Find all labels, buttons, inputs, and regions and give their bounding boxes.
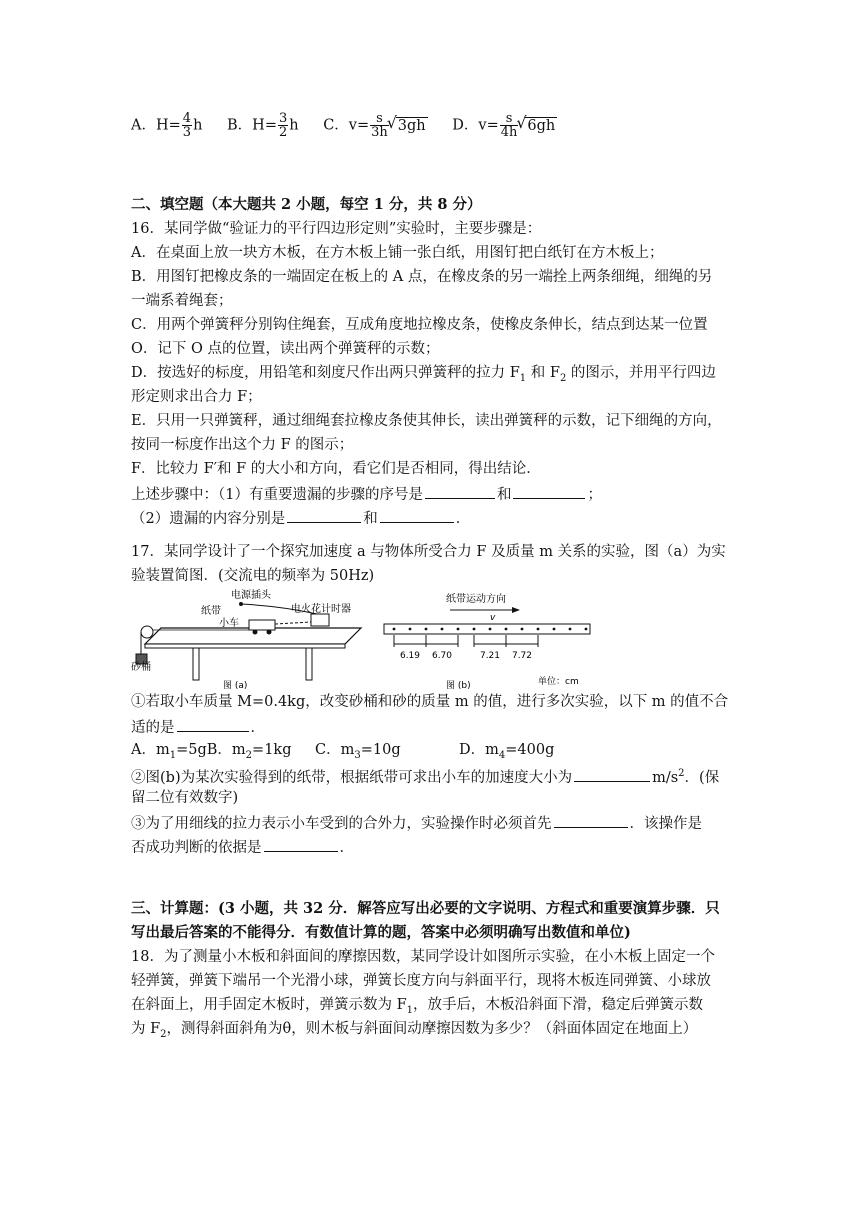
q16-step-c: C．用两个弹簧秤分别钩住绳套，互成角度地拉橡皮条，使橡皮条伸长，结点到达某一位置 — [131, 317, 708, 333]
q17-stem: 17．某同学设计了一个探究加速度 a 与物体所受合力 F 及质量 m 关系的实验，图（a）为实 — [131, 544, 726, 560]
q17-option-d: D．$m_4=400g$ — [459, 742, 555, 761]
q18-stem-3: 在斜面上，用手固定木板时，弹簧示数为 $F_1$，放手后，木板沿斜面下滑，稳定后弹簧示数 — [131, 997, 704, 1016]
label-timer: 电火花计时器 — [291, 604, 351, 615]
label-cart: 小车 — [219, 618, 239, 629]
power-plug — [239, 602, 243, 606]
label-tape: 纸带 — [201, 606, 221, 617]
tape-dot — [393, 628, 396, 631]
q16-stem: 16．某同学做“验证力的平行四边形定则”实验时，主要步骤是： — [131, 221, 542, 237]
q16-step-d-cont: 形定则求出合力 F； — [131, 389, 262, 405]
q17-option-c: C．$m_3=10g$ — [315, 742, 401, 761]
paper-tape — [275, 622, 311, 624]
segment-length-label: 7.21 — [479, 651, 501, 661]
cart — [249, 620, 275, 630]
q17-option-ab: A．$m_1=5gB$．$m_2=1kg$ — [131, 742, 292, 761]
q15-options — [131, 112, 731, 139]
tape-dot — [489, 628, 492, 631]
tape-dot — [425, 628, 428, 631]
direction-arrowhead — [512, 607, 520, 613]
q16-step-e: E．只用一只弹簧秤，通过细绳套拉橡皮条使其伸长，读出弹簧秤的示数，记下细绳的方向， — [131, 413, 722, 429]
tape-dot — [537, 628, 540, 631]
cart-wheel — [253, 630, 258, 635]
label-bucket: 砂桶 — [131, 662, 151, 673]
table-leg — [306, 648, 312, 680]
q17-stem-cont: 验装置简图．(交流电的频率为 50Hz) — [131, 568, 375, 584]
table-leg — [193, 648, 199, 680]
unit-label: 单位：cm — [538, 677, 579, 687]
q17-options — [131, 740, 731, 766]
q16-question-2: （2）遗漏的内容分别是 和 ． — [131, 507, 731, 529]
figure-a — [131, 588, 371, 690]
q17-p1: ①若取小车质量 M=0.4kg，改变砂桶和砂的质量 m 的值，进行多次实验，以下 m 的值不合 — [131, 694, 729, 710]
q15-option-c: C．v= $\frac{s}{3h}$ √ 3gh — [323, 112, 427, 139]
q17-p1-cont: 适的是 ． — [131, 716, 731, 738]
q17-p3: ③为了用细线的拉力表示小车受到的合外力，实验操作时必须首先 ．该操作是 — [131, 812, 731, 834]
q16-step-c-cont: O．记下 O 点的位置，读出两个弹簧秤的示数； — [131, 341, 440, 357]
q16-question-1: 上述步骤中：（1）有重要遗漏的步骤的序号是 和 ； — [131, 483, 731, 505]
q17-p3-cont: 否成功判断的依据是 ． — [131, 836, 731, 858]
segment-length-label: 6.19 — [399, 651, 421, 661]
q18-stem-4: 为 $F_2$，测得斜面斜角为θ，则木板与斜面间动摩擦因数为多少？（斜面体固定在地面上） — [131, 1021, 698, 1040]
label-plug: 电源插头 — [231, 590, 271, 601]
tape-dot — [473, 628, 476, 631]
answer-blank[interactable] — [574, 766, 650, 782]
answer-blank[interactable] — [264, 836, 338, 852]
q16-step-d: D．按选好的标度，用铅笔和刻度尺作出两只弹簧秤的拉力 $F_1$ 和 $F_2$ 的图示，并用平行四边 — [131, 365, 716, 384]
answer-blank[interactable] — [177, 716, 249, 732]
paper-tape — [384, 624, 590, 634]
answer-blank[interactable] — [380, 507, 454, 523]
answer-blank[interactable] — [287, 507, 361, 523]
label-v: v — [490, 613, 496, 623]
figure-b — [380, 588, 595, 690]
section3-title: 三、计算题：(3 小题，共 32 分．解答应写出必要的文字说明、方程式和重要演算步骤．只 — [131, 900, 720, 917]
segment-length-label: 6.70 — [431, 651, 453, 661]
q15-option-b: B．H= $\frac{3}{2}$ h — [227, 111, 299, 140]
section3-title-cont: 写出最后答案的不能得分．有数值计算的题，答案中必须明确写出数值和单位) — [131, 924, 631, 941]
caption-fig-b: 图 (b) — [446, 681, 471, 690]
tape-dot — [521, 628, 524, 631]
pulley — [141, 626, 153, 638]
answer-blank[interactable] — [513, 483, 585, 499]
tape-dot — [409, 628, 412, 631]
tape-dot — [441, 628, 444, 631]
q16-step-e-cont: 按同一标度作出这个力 F 的图示； — [131, 437, 354, 453]
q18-stem-2: 轻弹簧，弹簧下端吊一个光滑小球，弹簧长度方向与斜面平行，现将木板连同弹簧、小球放 — [131, 973, 711, 989]
q15-option-a: A．H= $\frac{4}{3}$ h — [131, 111, 203, 140]
q17-p2-cont: 留二位有效数字) — [131, 790, 239, 806]
tape-dot — [569, 628, 572, 631]
cart-wheel — [267, 630, 272, 635]
tape-dot — [505, 628, 508, 631]
tape-dot — [553, 628, 556, 631]
tape-marks — [394, 635, 538, 661]
q16-step-f: F．比较力 F′和 F 的大小和方向，看它们是否相同，得出结论． — [131, 461, 541, 477]
caption-fig-a: 图 (a) — [223, 681, 248, 690]
q18-stem: 18．为了测量小木板和斜面间的摩擦因数，某同学设计如图所示实验，在小木板上固定一个 — [131, 949, 715, 965]
q15-option-d: D．v= $\frac{s}{4h}$ √ 6gh — [452, 112, 557, 139]
q17-p2: ②图(b)为某次实验得到的纸带，根据纸带可求出小车的加速度大小为 $m/s^2$．(保 — [131, 764, 731, 788]
tape-dot — [585, 628, 588, 631]
section2-title: 二、填空题（本大题共 2 小题，每空 1 分，共 8 分） — [131, 196, 482, 213]
q16-step-b-cont: 一端系着绳套； — [131, 293, 233, 309]
q16-step-a: A．在桌面上放一块方木板，在方木板上铺一张白纸，用图钉把白纸钉在方木板上； — [131, 245, 664, 261]
tape-dot — [457, 628, 460, 631]
answer-blank[interactable] — [554, 812, 628, 828]
answer-blank[interactable] — [425, 483, 495, 499]
label-direction: 纸带运动方向 — [446, 594, 506, 605]
spark-timer — [311, 614, 329, 626]
segment-length-label: 7.72 — [511, 651, 533, 661]
track-board-edge — [145, 644, 345, 648]
q16-step-b: B．用图钉把橡皮条的一端固定在板上的 A 点，在橡皮条的另一端拴上两条细绳，细绳的另 — [131, 269, 713, 285]
